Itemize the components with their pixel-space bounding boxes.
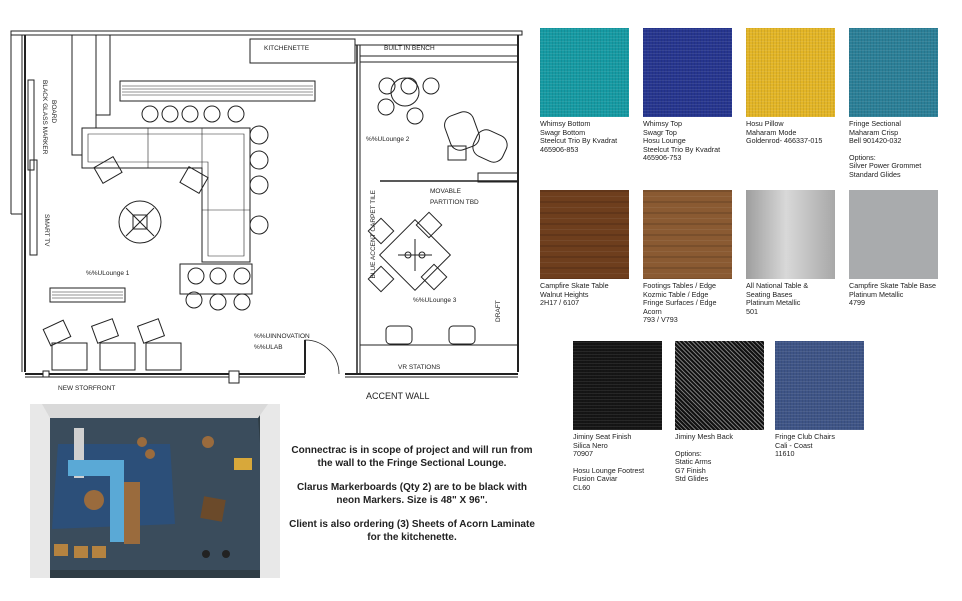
swatch-caption-10 [675, 433, 779, 484]
swatch-caption-line: Std Glides [675, 474, 709, 484]
swatch-caption-9 [573, 433, 677, 493]
door-swing [305, 340, 339, 374]
swatch-caption-line: 11610 [775, 449, 795, 459]
swatch-2 [643, 28, 732, 117]
note-markerboards: Clarus Markerboards (Qty 2) are to be black with neon Markers. Size is 48" X 96". [296, 482, 528, 506]
swatch-10 [675, 341, 764, 430]
swatch-caption-line: Bell 901420-032 [849, 136, 902, 146]
swatch-caption-line: 465906-853 [540, 144, 579, 154]
swatch-caption-line: Hosu Pillow [746, 119, 784, 128]
swatch-caption-line: Walnut Heights [540, 289, 589, 299]
swatch-caption-line: Platinum Metallic [746, 298, 801, 308]
swatch-caption-line: Kozmic Table / Edge [643, 289, 709, 299]
swatch-caption-line: Swagr Top [643, 127, 677, 137]
swatch-caption-line: Campfire Skate Table [540, 281, 609, 290]
swatch-caption-line: Seating Bases [746, 289, 793, 299]
swatch-1 [540, 28, 629, 117]
swatch-caption-line: Swagr Bottom [540, 127, 586, 137]
swatch-caption-line: Whimsy Top [643, 119, 683, 128]
label-marker-board-1: BLACK GLASS MARKER [41, 80, 48, 155]
swatch-caption-line: 793 / V793 [643, 315, 678, 325]
swatch-caption-11 [775, 433, 879, 459]
label-draft: DRAFT [495, 300, 502, 322]
swatch-caption-line: Footings Tables / Edge [643, 281, 716, 290]
swatch-caption-2 [643, 120, 747, 163]
label-accent-wall: ACCENT WALL [366, 391, 430, 401]
fringe-sectional [82, 128, 250, 262]
swatch-7 [746, 190, 835, 279]
swatch-caption-line: Steelcut Trio By Kvadrat [540, 136, 618, 146]
swatch-caption-line: Options: [849, 152, 876, 162]
label-lounge3: %%ULounge 3 [413, 297, 457, 304]
3d-render [30, 404, 280, 578]
swatch-caption-line: Standard Glides [849, 169, 901, 179]
swatch-8 [849, 190, 938, 279]
vr-chair [386, 326, 412, 344]
swatch-5 [540, 190, 629, 279]
label-lounge2: %%ULounge 2 [366, 136, 410, 143]
swatch-caption-line: 501 [746, 306, 758, 316]
swatch-caption-line: Whimsy Bottom [540, 119, 591, 128]
swatch-caption-line: Hosu Lounge Footrest [573, 465, 645, 475]
label-lab: %%ULAB [254, 344, 283, 351]
swatch-caption-line: Campfire Skate Table Base [849, 281, 936, 290]
bench-lounge1 [120, 81, 315, 101]
swatch-caption-line: 2H17 / 6107 [540, 298, 580, 308]
swatch-caption-line: Fringe Sectional [849, 119, 901, 128]
label-lounge1: %%ULounge 1 [86, 270, 130, 277]
swatch-caption-line: Steelcut Trio By Kvadrat [643, 144, 721, 154]
swatch-caption-line: Platinum Metallic [849, 289, 904, 299]
swatch-caption-6 [643, 282, 747, 325]
swatch-caption-line: Maharam Crisp [849, 127, 899, 137]
plan-outer-wall [11, 31, 522, 35]
label-innovation: %%UINNOVATION [254, 333, 310, 340]
swatch-caption-1 [540, 120, 644, 154]
swatch-caption-line: 465906-753 [643, 153, 682, 163]
swatch-caption-line: 70907 [573, 449, 593, 459]
swatch-caption-line: Fringe Surfaces / Edge [643, 298, 717, 308]
label-smart-tv: SMART TV [43, 214, 50, 247]
note-connectrac: Connectrac is in scope of project and will run from the wall to the Fringe Sectional Lounge. [291, 445, 533, 469]
swatch-9 [573, 341, 662, 430]
swatch-4 [849, 28, 938, 117]
note-laminate: Client is also ordering (3) Sheets of Acorn Laminate for the kitchenette. [289, 519, 535, 543]
swatch-caption-line: Goldenrod- 466337-015 [746, 136, 823, 146]
swatch-caption-line: Acorn [643, 306, 662, 316]
swatch-caption-7 [746, 282, 850, 316]
swatch-caption-line: All National Table & [746, 281, 809, 290]
swatch-caption-line: Static Arms [675, 457, 712, 467]
swatch-caption-line: 4799 [849, 298, 865, 308]
label-vr-stations: VR STATIONS [398, 364, 441, 371]
swatch-caption-line: Cali - Coast [775, 440, 813, 450]
swatch-caption-line: Jiminy Mesh Back [675, 432, 733, 441]
label-partition-tbd: PARTITION TBD [430, 199, 479, 206]
swatch-caption-3 [746, 120, 850, 146]
floor-plan [0, 0, 530, 402]
swatch-caption-5 [540, 282, 644, 308]
swatch-caption-line: Silver Power Grommet [849, 161, 922, 171]
swatch-caption-line: Silica Nero [573, 440, 608, 450]
swatch-caption-4 [849, 120, 953, 180]
marker-board [28, 80, 34, 170]
smart-tv [30, 160, 37, 255]
label-storefront: NEW STORFRONT [58, 385, 116, 392]
label-built-in-bench: BUILT IN BENCH [384, 45, 435, 52]
swatch-caption-line: Hosu Lounge [643, 136, 686, 146]
label-marker-board-2: BOARD [50, 100, 57, 124]
label-movable: MOVABLE [430, 188, 461, 195]
swatch-caption-line: Jiminy Seat Finish [573, 432, 632, 441]
swatch-caption-line: CL60 [573, 482, 591, 492]
club-chair [52, 343, 87, 370]
label-kitchenette: KITCHENETTE [264, 45, 310, 52]
swatch-6 [643, 190, 732, 279]
swatch-caption-line: Fusion Caviar [573, 474, 618, 484]
swatch-3 [746, 28, 835, 117]
swatch-11 [775, 341, 864, 430]
swatch-caption-line: Maharam Mode [746, 127, 797, 137]
swatch-caption-line: Options: [675, 448, 702, 458]
project-notes [287, 444, 537, 555]
swatch-caption-8 [849, 282, 953, 308]
swatch-caption-line: G7 Finish [675, 465, 706, 475]
label-carpet-tile: BLUE ACCENT CARPET TILE [370, 190, 377, 279]
swatch-caption-line: Fringe Club Chairs [775, 432, 835, 441]
